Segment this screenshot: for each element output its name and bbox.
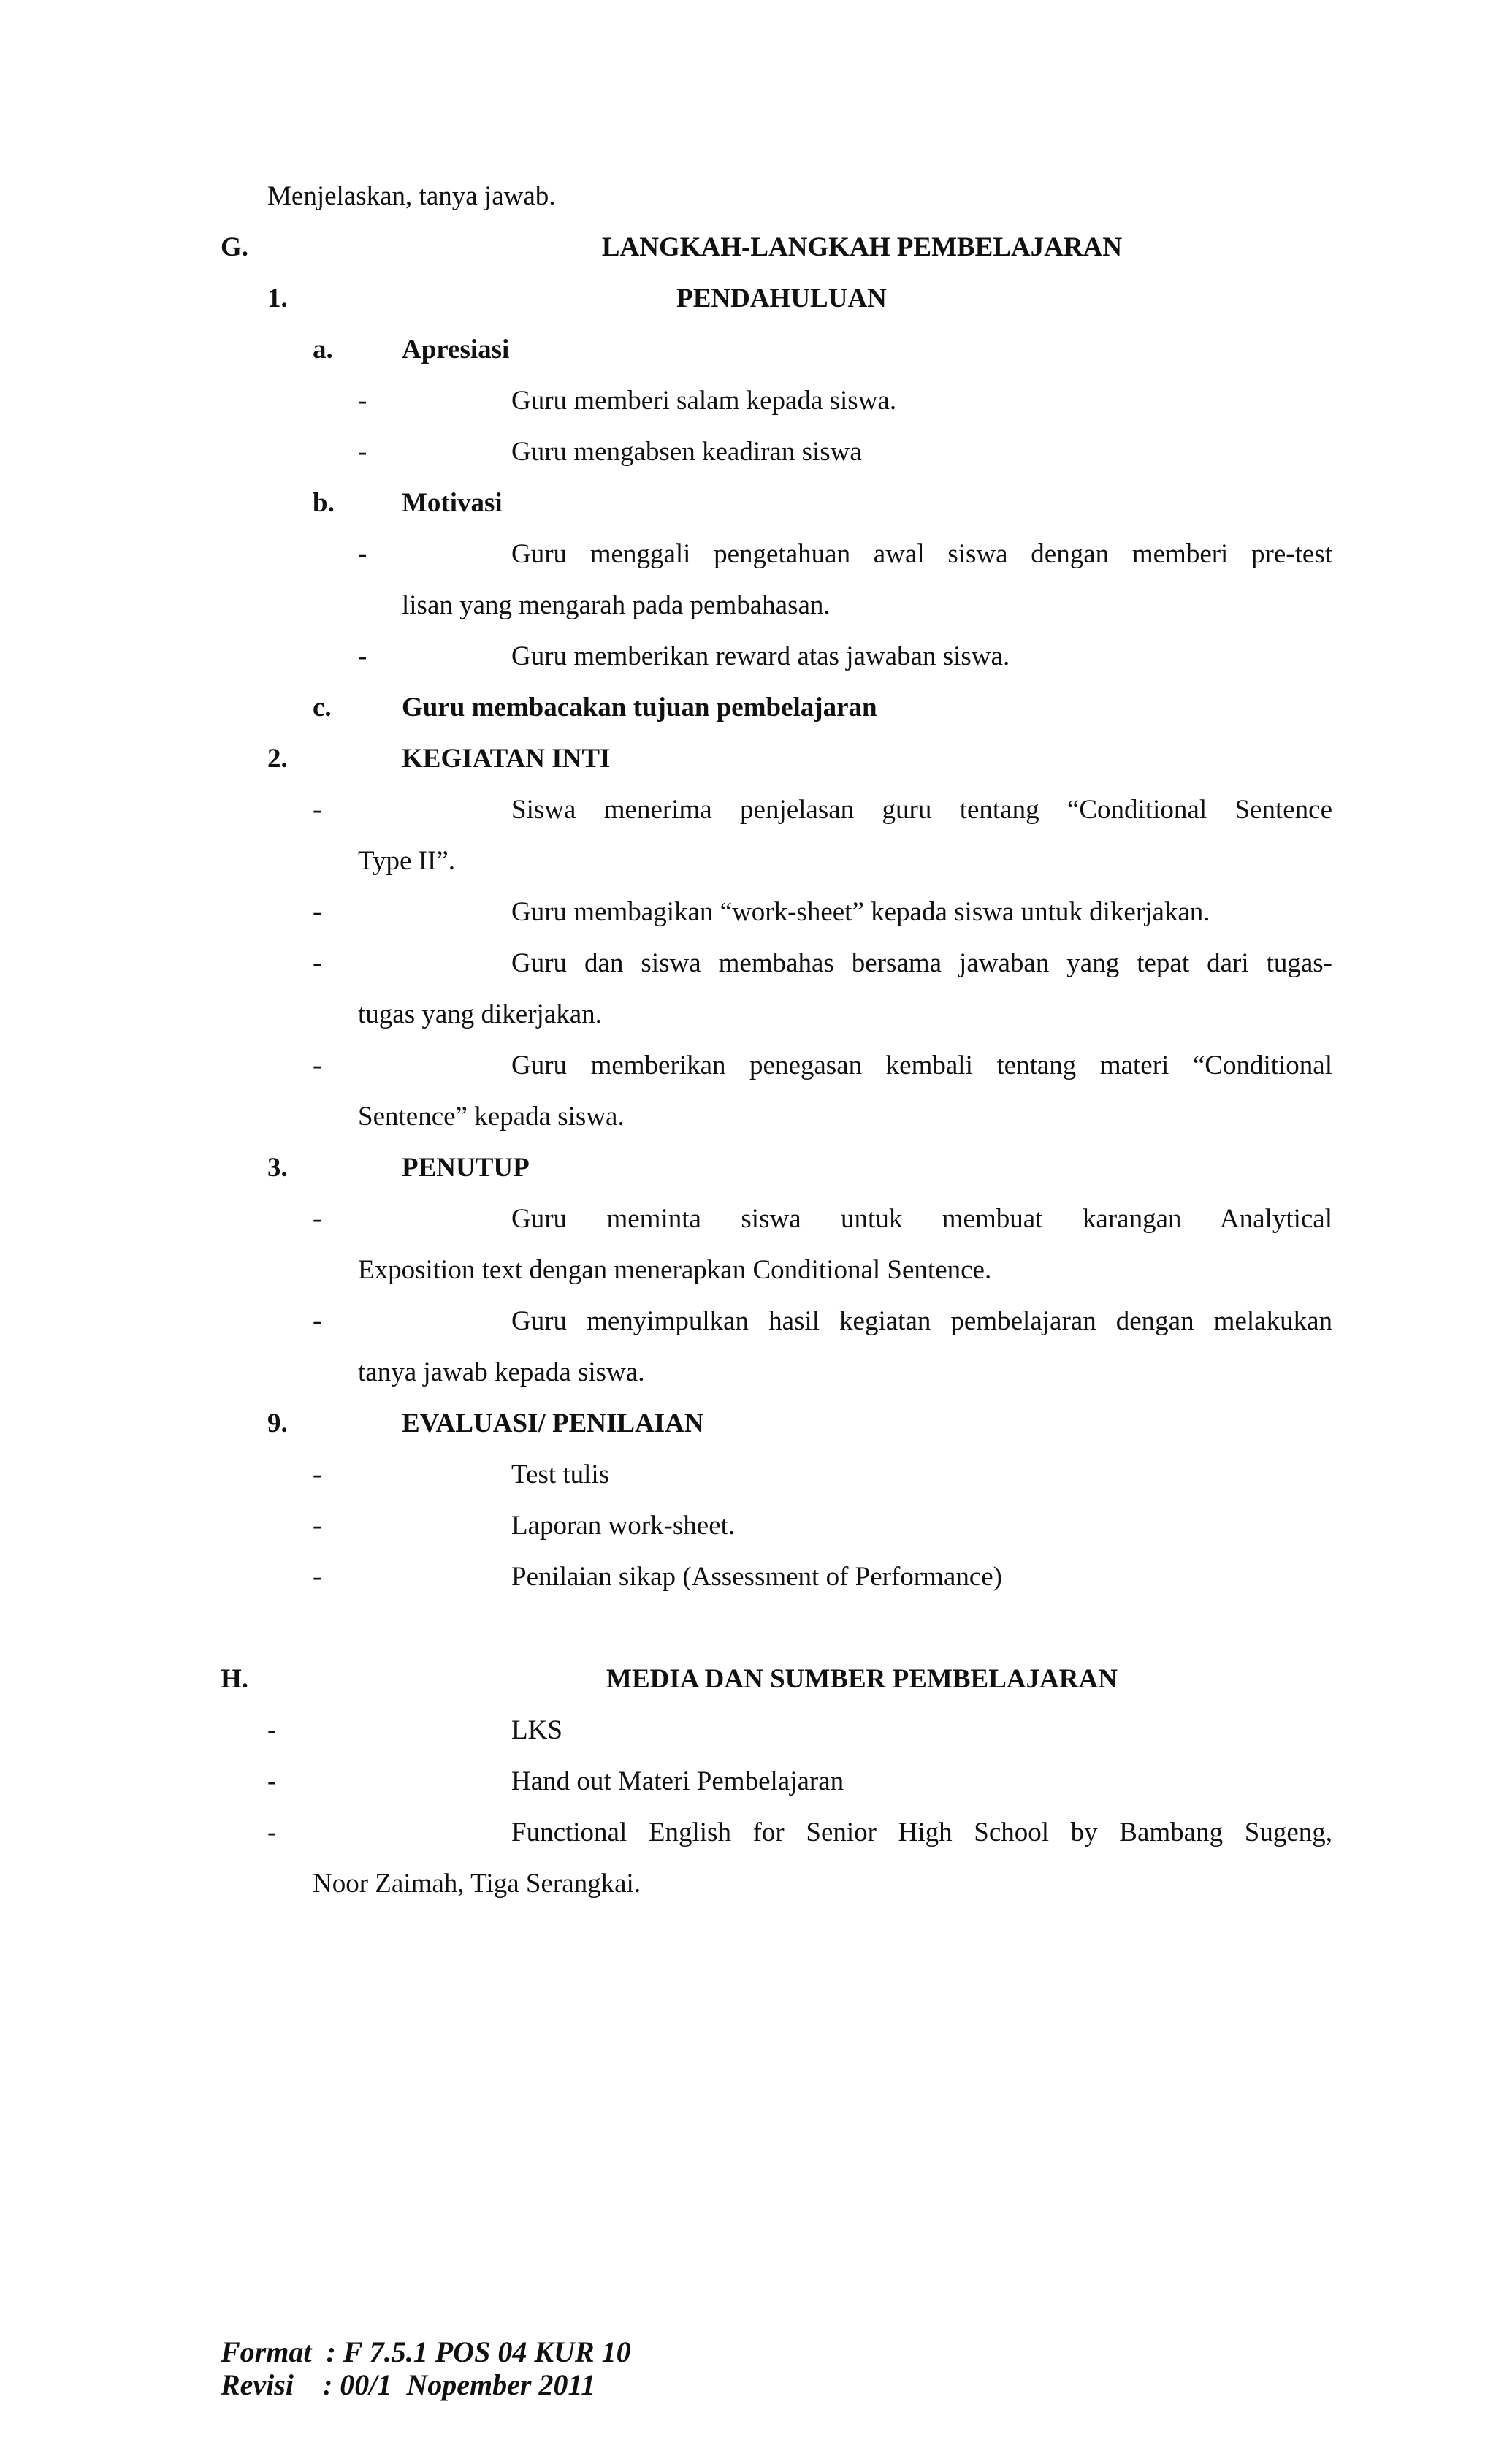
section-h-title: MEDIA DAN SUMBER PEMBELAJARAN: [606, 1664, 1118, 1694]
list-item-continuation: Exposition text dengan menerapkan Conditional Sentence.: [358, 1255, 992, 1285]
list-item: Functional English for Senior High School by Bambang Sugeng,: [511, 1818, 1332, 1847]
list-item: Test tulis: [511, 1460, 610, 1490]
s9-number: 9.: [267, 1408, 288, 1438]
section-g-title: LANGKAH-LANGKAH PEMBELAJARAN: [601, 232, 1123, 262]
bullet-dash: -: [313, 897, 322, 927]
bullet-dash: -: [267, 1818, 277, 1847]
section-g-letter: G.: [221, 232, 249, 262]
list-item: Guru memberikan penegasan kembali tentang materi “Conditional: [511, 1050, 1332, 1080]
list-item: Guru membagikan “work-sheet” kepada siswa untuk dikerjakan.: [511, 897, 1210, 927]
bullet-dash: -: [267, 1766, 277, 1796]
list-item: Guru menyimpulkan hasil kegiatan pembelajaran dengan melakukan: [511, 1306, 1332, 1336]
s3-title: PENUTUP: [402, 1153, 530, 1183]
bullet-dash: -: [358, 386, 367, 416]
bullet-dash: -: [313, 795, 322, 825]
bullet-dash: -: [313, 948, 322, 978]
s1a-letter: a.: [313, 335, 333, 365]
bullet-dash: -: [358, 437, 367, 467]
footer-format: Format : F 7.5.1 POS 04 KUR 10: [221, 2335, 631, 2368]
list-item: Guru menggali pengetahuan awal siswa dengan memberi pre-test: [511, 539, 1332, 569]
list-item: Guru meminta siswa untuk membuat karangan Analytical: [511, 1204, 1332, 1234]
list-item-continuation: Sentence” kepada siswa.: [358, 1102, 625, 1132]
list-item: Guru dan siswa membahas bersama jawaban yang tepat dari tugas-: [511, 948, 1332, 978]
s2-title: KEGIATAN INTI: [402, 744, 611, 774]
list-item-continuation: Type II”.: [358, 846, 456, 876]
s1c-letter: c.: [313, 693, 332, 722]
bullet-dash: -: [313, 1306, 322, 1336]
s3-number: 3.: [267, 1153, 288, 1183]
s1-number: 1.: [267, 283, 288, 313]
bullet-dash: -: [313, 1050, 322, 1080]
list-item: Guru memberi salam kepada siswa.: [511, 386, 897, 416]
list-item-continuation: Noor Zaimah, Tiga Serangkai.: [313, 1869, 641, 1899]
list-item: Hand out Materi Pembelajaran: [511, 1766, 844, 1796]
bullet-dash: -: [313, 1511, 322, 1541]
bullet-dash: -: [267, 1715, 277, 1745]
list-item: LKS: [511, 1715, 562, 1745]
s2-number: 2.: [267, 744, 288, 774]
bullet-dash: -: [358, 539, 367, 569]
bullet-dash: -: [313, 1204, 322, 1234]
s1-title: PENDAHULUAN: [676, 283, 887, 313]
bullet-dash: -: [313, 1562, 322, 1592]
list-item-continuation: lisan yang mengarah pada pembahasan.: [402, 590, 831, 620]
list-item: Siswa menerima penjelasan guru tentang “Conditional Sentence: [511, 795, 1332, 825]
s1c-title: Guru membacakan tujuan pembelajaran: [402, 693, 877, 722]
bullet-dash: -: [313, 1460, 322, 1490]
intro-line: Menjelaskan, tanya jawab.: [267, 181, 556, 211]
s9-title: EVALUASI/ PENILAIAN: [402, 1408, 704, 1438]
list-item: Guru memberikan reward atas jawaban siswa.: [511, 641, 1010, 671]
s1b-title: Motivasi: [402, 488, 503, 518]
s1b-letter: b.: [313, 488, 335, 518]
bullet-dash: -: [358, 641, 367, 671]
section-h-letter: H.: [221, 1664, 249, 1694]
list-item: Laporan work-sheet.: [511, 1511, 736, 1541]
list-item-continuation: tugas yang dikerjakan.: [358, 999, 602, 1029]
list-item: Guru mengabsen keadiran siswa: [511, 437, 862, 467]
list-item: Penilaian sikap (Assessment of Performance): [511, 1562, 1002, 1592]
footer-revisi: Revisi : 00/1 Nopember 2011: [221, 2368, 596, 2401]
list-item-continuation: tanya jawab kepada siswa.: [358, 1357, 645, 1387]
s1a-title: Apresiasi: [402, 335, 510, 365]
